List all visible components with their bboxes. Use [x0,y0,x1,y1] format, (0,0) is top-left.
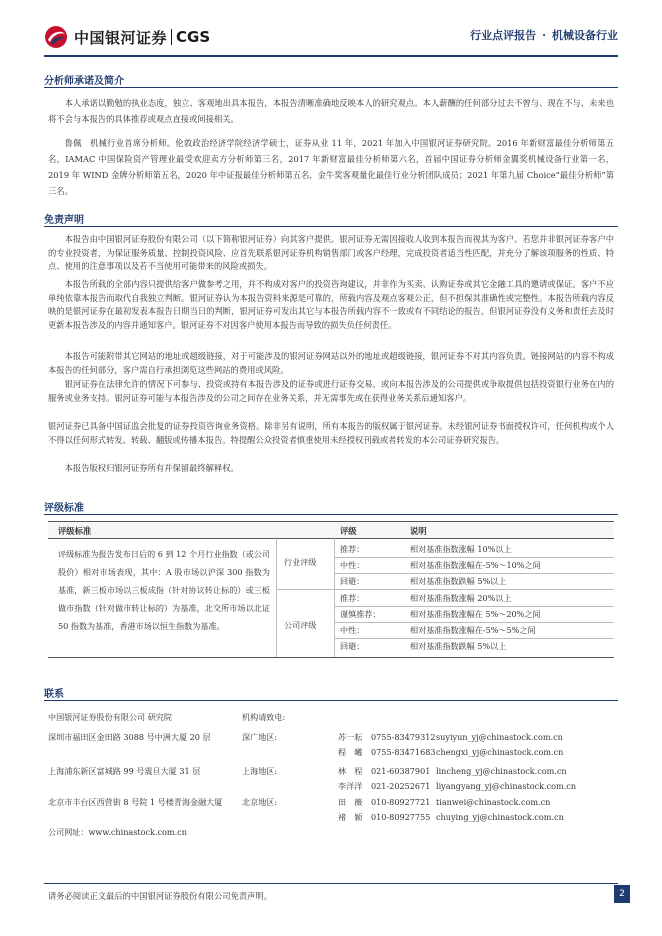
contact-phone: 021-60387901 [371,766,431,776]
contact-section-divider [44,700,618,701]
rating-value: 推荐： [340,544,365,554]
region-shenzhen: 深广地区: [242,732,278,742]
contact-phone: 0755-83471683 [371,747,436,757]
page-number: 2 [614,885,630,903]
contact-name: 苏一耘 [338,732,363,742]
col-standard: 评级标准 [58,526,92,536]
rating-column-divider [334,537,335,657]
rating-value: 回避： [340,576,365,586]
rating-value: 中性： [340,560,365,570]
header-divider [44,55,618,57]
rating-description: 相对基准指数涨幅 20%以上 [410,593,512,603]
rating-value: 谨慎推荐： [340,609,381,619]
rating-description: 相对基准指数跌幅 5%以上 [410,576,507,586]
contact-email[interactable]: lincheng_yj@chinastock.com.cn [436,766,567,776]
disclaimer-para-4: 银河证券在法律允许的情况下可参与、投资或持有本报告涉及的证券或进行证券交易，或向本报告涉及的公司提供或争取提供包括投资银行业务在内的服务或业务支持。银河证券可能与本报告涉及的公司之间存在业务关系，并无需事先或在获得业务关系后通知客户。 [48,379,614,403]
contact-phone: 010-80927721 [371,797,431,807]
analyst-bio: 鲁佩 机械行业首席分析师。伦敦政治经济学院经济学硕士，证券从业 11 年，2021 年加入中国银河证券研究院。2016 年新财富最佳分析师第五名，IAMAC 中国保险资产管理业最受欢迎卖方分析师第三名，2017 年新财富最佳分析师第六名，首届中国证券分析师金翼奖机械设备行业第一名，2019 年 WIND 金牌分析师第五名，2020 年中证报最佳分析师第五名，金牛奖客观量化最佳行业分析团队成员；2021 年第九届 Choice“最佳分析师”第三名。 [48,138,614,196]
sales-contact-label: 机构请致电: [242,712,286,722]
header-separator: · [542,29,546,42]
contact-name: 林 程 [338,766,363,776]
disclaimer-para-3: 本报告可能附带其它网站的地址或超级链接，对于可能涉及的银河证券网站以外的地址或超级链接，银河证券不对其内容负责。链接网站的内容不构成本报告的任何部分，客户需自行承担浏览这些网站的费用或风险。 [48,351,614,375]
disclaimer-para-6: 本报告版权归银河证券所有并保留最终解释权。 [64,463,239,473]
footer-disclaimer-note: 请务必阅读正文最后的中国银河证券股份有限公司免责声明。 [48,891,273,901]
rating-section-title: 评级标准 [44,503,84,514]
rating-table [48,521,614,539]
region-shanghai: 上海地区: [242,766,278,776]
contact-email[interactable]: chuying_yj@chinastock.com.cn [436,812,564,822]
rating-row-divider [334,606,614,607]
disclaimer-section-title: 免责声明 [44,215,84,226]
rating-description: 相对基准指数涨幅在 5%～20%之间 [410,609,541,619]
contact-email[interactable]: tianwei@chinastock.com.cn [436,797,551,807]
contact-name: 程 曦 [338,747,363,757]
industry-rating-label: 行业评级 [284,557,317,567]
rating-standard-text: 评级标准为报告发布日后的 6 到 12 个月行业指数（或公司股价）相对市场表现，其中：A 股市场以沪深 300 指数为基准，新三板市场以三板成指（针对协议转让标的）或三板做市指数（针对做市转让标的）为基准，北交所市场以北证 50 指数为基准，香港市场以恒生指数为基准。 [58,549,270,631]
rating-value: 推荐： [340,593,365,603]
rating-value: 回避： [340,641,365,651]
rating-column-divider [276,537,277,657]
rating-row-divider [334,557,614,558]
office-address-shenzhen: 深圳市福田区金田路 3088 号中洲大厦 20 层 [48,732,211,742]
contact-name: 田 薇 [338,797,363,807]
rating-row-divider [334,573,614,574]
rating-description: 相对基准指数涨幅 10%以上 [410,544,512,554]
contact-email[interactable]: chengxi_yj@chinastock.com.cn [436,747,564,757]
analyst-section-title: 分析师承诺及简介 [44,76,124,87]
contact-phone: 010-80927755 [371,812,431,822]
contact-email[interactable]: suyiyun_yj@chinastock.com.cn [436,732,563,742]
contact-email[interactable]: liyangyang_yj@chinastock.com.cn [436,781,577,791]
report-category [470,27,618,43]
disclaimer-para-2: 本报告所载的全部内容只提供给客户做参考之用，并不构成对客户的投资咨询建议，并非作为买卖、认购证券或其它金融工具的邀请或保证。客户不应单纯依靠本报告而取代自我独立判断。银河证券认为本报告资料来源是可靠的，所载内容及观点客观公正，但不担保其准确性或完整性。本报告所载内容反映的是银河证券在最初发表本报告日期当日的判断，银河证券可发出其它与本报告所载内容不一致或有不同结论的报告，但银河证券没有义务和责任去及时更新本报告涉及的内容并通知客户。银河证券不对因客户使用本报告而导致的损失负任何责任。 [48,279,614,330]
company-rating-label: 公司评级 [284,620,317,630]
logo [44,24,210,50]
disclaimer-para-5: 银河证券已具备中国证监会批复的证券投资咨询业务资格。除非另有说明，所有本报告的版权属于银河证券。未经银河证券书面授权许可，任何机构或个人不得以任何形式转发、转载、翻版或传播本报告。特提醒公众投资者慎重使用未经授权刊载或者转发的本公司证券研究报告。 [48,421,614,445]
report-type: 行业点评报告 [470,29,537,42]
logo-divider [171,29,172,45]
galaxy-logo-icon [44,25,68,49]
rating-description: 相对基准指数涨幅在-5%～10%之间 [410,560,541,570]
research-institute: 中国银河证券股份有限公司 研究院 [48,712,172,722]
contact-name: 褚 颖 [338,812,363,822]
company-website[interactable]: 公司网址：www.chinastock.com.cn [48,827,187,837]
col-rating: 评级 [340,526,357,536]
logo-text-cn: 中国银河证券 [74,28,168,47]
office-address-shanghai: 上海浦东新区富城路 99 号震旦大厦 31 层 [48,766,201,776]
rating-table-bottom-rule [48,657,614,658]
disclaimer-para-1: 本报告由中国银河证券股份有限公司（以下简称银河证券）向其客户提供。银河证券无需因接收人收到本报告而视其为客户。若您并非银河证券客户中的专业投资者，为保证服务质量、控制投资风险、应首先联系银河证券机构销售部门或客户经理，完成投资者适当性匹配，并充分了解该项服务的性质、特点、使用的注意事项以及若不当使用可能带来的风险或损失。 [48,234,614,272]
analyst-section-divider [44,87,618,88]
col-description: 说明 [410,526,427,536]
contact-phone: 021-20252671 [371,781,431,791]
rating-row-divider [334,622,614,623]
rating-table-header [48,521,614,539]
rating-section-divider [44,514,618,515]
rating-group-divider [276,589,614,590]
rating-description: 相对基准指数跌幅 5%以上 [410,641,507,651]
office-address-beijing: 北京市丰台区西营街 8 号院 1 号楼青海金融大厦 [48,797,223,807]
footer-divider [44,883,618,884]
industry-name: 机械设备行业 [552,29,618,42]
page-header [0,0,662,62]
contact-phone: 0755-83479312 [371,732,436,742]
rating-row-divider [334,638,614,639]
contact-section-title: 联系 [44,689,64,700]
disclaimer-section-divider [44,226,618,227]
rating-value: 中性： [340,625,365,635]
contact-name: 李洋洋 [338,781,363,791]
analyst-commitment: 本人承诺以勤勉的执业态度，独立、客观地出具本报告，本报告清晰准确地反映本人的研究观点。本人薪酬的任何部分过去不曾与、现在不与、未来也将不会与本报告的具体推荐或观点直接或间接相关。 [48,98,614,124]
rating-description: 相对基准指数涨幅在-5%～5%之间 [410,625,536,635]
region-beijing: 北京地区: [242,797,278,807]
logo-text-en: CGS [176,28,211,46]
